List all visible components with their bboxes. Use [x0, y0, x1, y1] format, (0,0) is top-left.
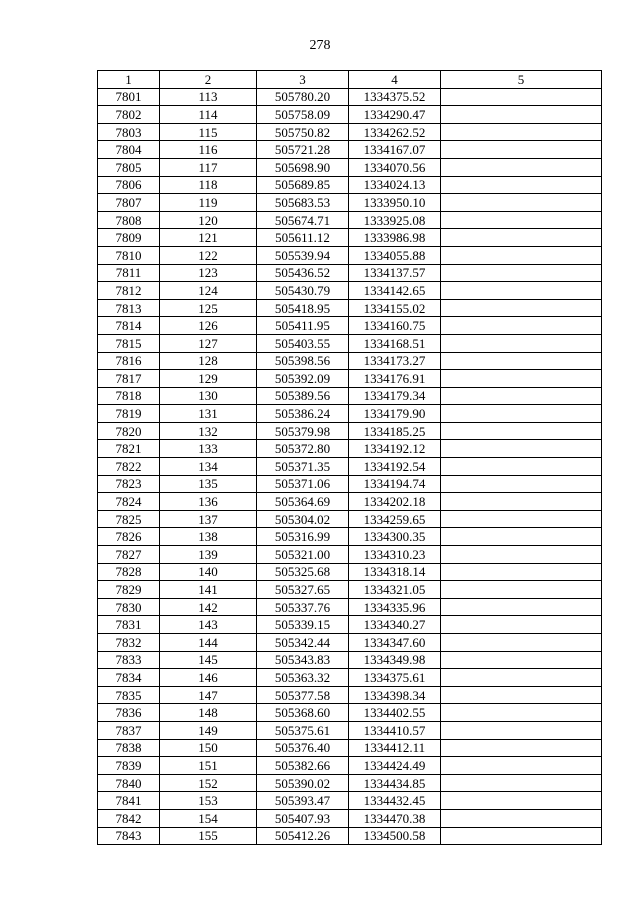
table-cell: 1334179.34 [349, 387, 441, 405]
table-cell: 7810 [98, 246, 160, 264]
table-cell [441, 370, 602, 388]
table-cell: 7808 [98, 211, 160, 229]
table-cell: 7828 [98, 563, 160, 581]
table-row [98, 528, 602, 546]
table-cell: 7818 [98, 387, 160, 405]
table-cell [441, 669, 602, 687]
table-cell [441, 458, 602, 476]
table-cell: 1334290.47 [349, 106, 441, 124]
table-cell: 116 [160, 141, 257, 159]
table-cell: 135 [160, 475, 257, 493]
table-row [98, 792, 602, 810]
table-cell: 1334424.49 [349, 757, 441, 775]
table-cell: 1334347.60 [349, 634, 441, 652]
table-cell [441, 651, 602, 669]
table-cell: 7803 [98, 123, 160, 141]
table-cell: 505363.32 [257, 669, 349, 687]
table-cell: 7813 [98, 299, 160, 317]
table-cell: 150 [160, 739, 257, 757]
table-row [98, 229, 602, 247]
table-cell: 1334470.38 [349, 809, 441, 827]
table-cell: 138 [160, 528, 257, 546]
table-cell: 1334185.25 [349, 422, 441, 440]
table-cell: 7838 [98, 739, 160, 757]
table-cell [441, 634, 602, 652]
table-cell: 1334335.96 [349, 598, 441, 616]
table-cell [441, 440, 602, 458]
table-cell: 7835 [98, 686, 160, 704]
table-cell: 505539.94 [257, 246, 349, 264]
column-header: 1 [98, 71, 160, 89]
table-cell [441, 757, 602, 775]
table-cell [441, 475, 602, 493]
table-cell: 152 [160, 774, 257, 792]
table-row [98, 493, 602, 511]
table-cell: 129 [160, 370, 257, 388]
table-cell: 505398.56 [257, 352, 349, 370]
coordinates-table [97, 70, 602, 845]
table-row [98, 546, 602, 564]
table-cell: 7805 [98, 158, 160, 176]
table-row [98, 458, 602, 476]
table-cell: 7839 [98, 757, 160, 775]
table-cell: 7837 [98, 721, 160, 739]
table-cell: 505371.35 [257, 458, 349, 476]
table-cell [441, 246, 602, 264]
table-cell: 126 [160, 317, 257, 335]
table-cell: 1334179.90 [349, 405, 441, 423]
table-cell: 127 [160, 334, 257, 352]
table-cell: 505436.52 [257, 264, 349, 282]
table-cell: 505698.90 [257, 158, 349, 176]
table-cell: 7840 [98, 774, 160, 792]
table-row [98, 211, 602, 229]
table-cell: 505392.09 [257, 370, 349, 388]
table-cell: 505611.12 [257, 229, 349, 247]
table-row [98, 88, 602, 106]
table-cell: 133 [160, 440, 257, 458]
table-cell: 7807 [98, 194, 160, 212]
table-row [98, 634, 602, 652]
table-cell: 7829 [98, 581, 160, 599]
table-cell: 124 [160, 282, 257, 300]
table-cell: 505683.53 [257, 194, 349, 212]
table-cell: 505372.80 [257, 440, 349, 458]
table-cell: 130 [160, 387, 257, 405]
table-cell: 120 [160, 211, 257, 229]
table-cell [441, 176, 602, 194]
table-row [98, 757, 602, 775]
table-cell [441, 598, 602, 616]
table-cell [441, 510, 602, 528]
table-cell: 128 [160, 352, 257, 370]
table-cell: 7819 [98, 405, 160, 423]
table-cell: 505337.76 [257, 598, 349, 616]
table-cell [441, 334, 602, 352]
table-cell: 505376.40 [257, 739, 349, 757]
table-cell: 505368.60 [257, 704, 349, 722]
table-cell: 131 [160, 405, 257, 423]
table-cell: 7811 [98, 264, 160, 282]
table-cell: 505316.99 [257, 528, 349, 546]
table-cell: 1333986.98 [349, 229, 441, 247]
page-number: 278 [309, 38, 331, 53]
table-cell: 505375.61 [257, 721, 349, 739]
table-row [98, 158, 602, 176]
table-cell: 7834 [98, 669, 160, 687]
table-cell: 1334160.75 [349, 317, 441, 335]
table-cell: 149 [160, 721, 257, 739]
table-cell: 505377.58 [257, 686, 349, 704]
table-cell: 1334321.05 [349, 581, 441, 599]
table-row [98, 774, 602, 792]
table-cell: 137 [160, 510, 257, 528]
table-cell [441, 581, 602, 599]
table-row [98, 721, 602, 739]
table-cell: 505304.02 [257, 510, 349, 528]
table-row [98, 440, 602, 458]
table-cell: 1334194.74 [349, 475, 441, 493]
table-cell: 505389.56 [257, 387, 349, 405]
table-cell: 1334398.34 [349, 686, 441, 704]
table-cell: 153 [160, 792, 257, 810]
table-cell: 1334142.65 [349, 282, 441, 300]
table-cell: 142 [160, 598, 257, 616]
table-cell [441, 158, 602, 176]
table-cell: 1334262.52 [349, 123, 441, 141]
table-row [98, 422, 602, 440]
table-cell: 7833 [98, 651, 160, 669]
table-row [98, 370, 602, 388]
table-cell: 125 [160, 299, 257, 317]
table-cell [441, 563, 602, 581]
table-cell: 1334500.58 [349, 827, 441, 845]
table-cell: 1334167.07 [349, 141, 441, 159]
table-cell: 1334434.85 [349, 774, 441, 792]
table-cell: 505327.65 [257, 581, 349, 599]
table-cell [441, 211, 602, 229]
table-row [98, 352, 602, 370]
table-cell: 7831 [98, 616, 160, 634]
table-cell: 505379.98 [257, 422, 349, 440]
table-row [98, 141, 602, 159]
table-cell: 7832 [98, 634, 160, 652]
table-cell: 505418.95 [257, 299, 349, 317]
table-cell: 1334402.55 [349, 704, 441, 722]
table-cell: 505674.71 [257, 211, 349, 229]
table-cell: 119 [160, 194, 257, 212]
table-row [98, 827, 602, 845]
table-cell: 7842 [98, 809, 160, 827]
column-header: 5 [441, 71, 602, 89]
table-cell: 140 [160, 563, 257, 581]
table-cell: 148 [160, 704, 257, 722]
table-row [98, 651, 602, 669]
column-header: 4 [349, 71, 441, 89]
table-cell: 7824 [98, 493, 160, 511]
table-cell: 7815 [98, 334, 160, 352]
table-cell: 7806 [98, 176, 160, 194]
table-cell: 7814 [98, 317, 160, 335]
table-cell [441, 792, 602, 810]
table-cell: 505342.44 [257, 634, 349, 652]
table-cell: 1334070.56 [349, 158, 441, 176]
table-cell: 505689.85 [257, 176, 349, 194]
table-cell: 505339.15 [257, 616, 349, 634]
table-row [98, 616, 602, 634]
table-row [98, 334, 602, 352]
table-cell: 1334432.45 [349, 792, 441, 810]
table-cell: 505721.28 [257, 141, 349, 159]
table-cell: 139 [160, 546, 257, 564]
table-row [98, 123, 602, 141]
table-cell: 7843 [98, 827, 160, 845]
table-cell: 7841 [98, 792, 160, 810]
column-header: 3 [257, 71, 349, 89]
table-cell: 1334300.35 [349, 528, 441, 546]
table-cell: 113 [160, 88, 257, 106]
table-cell: 7826 [98, 528, 160, 546]
table-row [98, 246, 602, 264]
table-cell: 114 [160, 106, 257, 124]
table-cell: 1334375.52 [349, 88, 441, 106]
table-row [98, 475, 602, 493]
table-cell: 7812 [98, 282, 160, 300]
table-cell [441, 317, 602, 335]
table-cell: 1334318.14 [349, 563, 441, 581]
table-cell [441, 774, 602, 792]
table-header-row [98, 71, 602, 89]
table-cell: 505412.26 [257, 827, 349, 845]
table-cell: 1334176.91 [349, 370, 441, 388]
table-cell: 7825 [98, 510, 160, 528]
table-row [98, 176, 602, 194]
table-row [98, 282, 602, 300]
table-cell: 7804 [98, 141, 160, 159]
table-body [98, 88, 602, 845]
table-cell: 123 [160, 264, 257, 282]
table-row [98, 106, 602, 124]
table-cell: 117 [160, 158, 257, 176]
table-cell: 134 [160, 458, 257, 476]
table-cell: 146 [160, 669, 257, 687]
table-cell: 118 [160, 176, 257, 194]
table-cell [441, 229, 602, 247]
table-cell [441, 827, 602, 845]
table-cell: 144 [160, 634, 257, 652]
table-cell: 1334412.11 [349, 739, 441, 757]
table-cell [441, 194, 602, 212]
table-row [98, 194, 602, 212]
table-cell: 1334024.13 [349, 176, 441, 194]
table-cell: 505343.83 [257, 651, 349, 669]
table-row [98, 387, 602, 405]
table-cell: 145 [160, 651, 257, 669]
table-row [98, 581, 602, 599]
table-cell: 136 [160, 493, 257, 511]
table-cell: 1334340.27 [349, 616, 441, 634]
table-cell: 1334349.98 [349, 651, 441, 669]
table-cell: 1333925.08 [349, 211, 441, 229]
table-row [98, 317, 602, 335]
table-cell: 1334310.23 [349, 546, 441, 564]
table-row [98, 405, 602, 423]
table-row [98, 299, 602, 317]
table-cell [441, 616, 602, 634]
table-cell: 7822 [98, 458, 160, 476]
table-cell: 7809 [98, 229, 160, 247]
table-cell: 505390.02 [257, 774, 349, 792]
table-cell [441, 141, 602, 159]
table-row [98, 563, 602, 581]
table-cell: 1334055.88 [349, 246, 441, 264]
table-cell: 505386.24 [257, 405, 349, 423]
table-cell: 505750.82 [257, 123, 349, 141]
table-row [98, 510, 602, 528]
table-cell: 1334168.51 [349, 334, 441, 352]
table-cell [441, 704, 602, 722]
table-cell: 141 [160, 581, 257, 599]
table-cell: 505364.69 [257, 493, 349, 511]
table-row [98, 704, 602, 722]
table-cell: 7836 [98, 704, 160, 722]
table-cell: 505411.95 [257, 317, 349, 335]
table-cell: 1334259.65 [349, 510, 441, 528]
table-cell: 1334137.57 [349, 264, 441, 282]
table-row [98, 598, 602, 616]
table-cell: 1334202.18 [349, 493, 441, 511]
table-cell [441, 739, 602, 757]
table-cell: 151 [160, 757, 257, 775]
table-cell: 1333950.10 [349, 194, 441, 212]
table-cell: 1334173.27 [349, 352, 441, 370]
table-cell: 1334192.12 [349, 440, 441, 458]
table-row [98, 809, 602, 827]
table-row [98, 739, 602, 757]
table-cell: 505382.66 [257, 757, 349, 775]
table-cell: 147 [160, 686, 257, 704]
table-row [98, 264, 602, 282]
table-cell [441, 809, 602, 827]
table-cell: 1334155.02 [349, 299, 441, 317]
table-cell: 7802 [98, 106, 160, 124]
table-cell: 505407.93 [257, 809, 349, 827]
table-cell: 7827 [98, 546, 160, 564]
table-cell: 7830 [98, 598, 160, 616]
table-cell: 7823 [98, 475, 160, 493]
table-cell: 155 [160, 827, 257, 845]
table-cell [441, 264, 602, 282]
table-cell [441, 686, 602, 704]
table-cell: 1334375.61 [349, 669, 441, 687]
table-cell [441, 422, 602, 440]
table-cell [441, 88, 602, 106]
table-cell: 1334410.57 [349, 721, 441, 739]
table-cell [441, 352, 602, 370]
table-cell: 154 [160, 809, 257, 827]
table-cell: 121 [160, 229, 257, 247]
table-cell [441, 299, 602, 317]
table-cell [441, 721, 602, 739]
table-cell: 115 [160, 123, 257, 141]
table-cell [441, 405, 602, 423]
table-cell: 505430.79 [257, 282, 349, 300]
table-cell: 122 [160, 246, 257, 264]
table-cell [441, 106, 602, 124]
table-cell: 7816 [98, 352, 160, 370]
table-cell: 7821 [98, 440, 160, 458]
table-cell: 1334192.54 [349, 458, 441, 476]
table-cell: 505321.00 [257, 546, 349, 564]
table-cell: 7817 [98, 370, 160, 388]
table-cell: 7820 [98, 422, 160, 440]
table-cell: 505758.09 [257, 106, 349, 124]
table-cell [441, 546, 602, 564]
column-header: 2 [160, 71, 257, 89]
table-cell: 505780.20 [257, 88, 349, 106]
table-cell: 132 [160, 422, 257, 440]
table-cell [441, 282, 602, 300]
table-cell: 505403.55 [257, 334, 349, 352]
table-cell: 505393.47 [257, 792, 349, 810]
table-row [98, 669, 602, 687]
table-cell [441, 387, 602, 405]
table-cell [441, 123, 602, 141]
table-cell: 505371.06 [257, 475, 349, 493]
table-cell [441, 528, 602, 546]
table-cell [441, 493, 602, 511]
table-cell: 7801 [98, 88, 160, 106]
table-cell: 505325.68 [257, 563, 349, 581]
table-row [98, 686, 602, 704]
table-cell: 143 [160, 616, 257, 634]
